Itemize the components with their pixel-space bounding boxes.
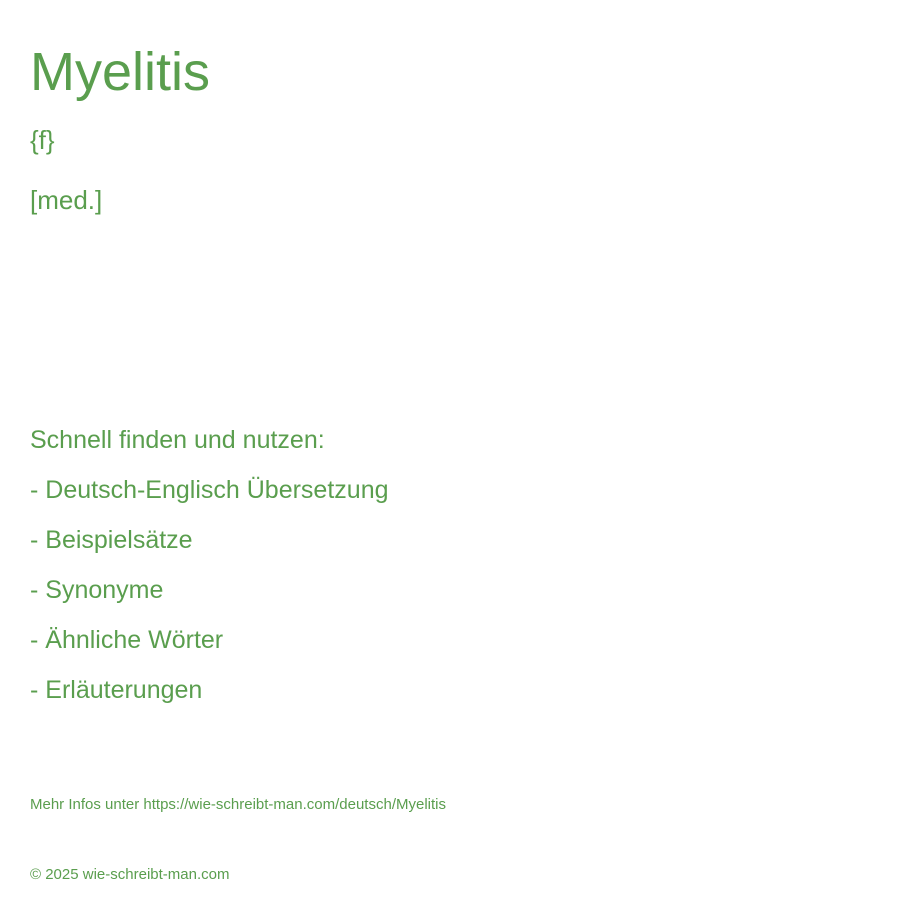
quick-link-example-sentences[interactable]: - Beispielsätze	[30, 526, 193, 554]
domain-label: [med.]	[30, 185, 103, 215]
copyright-notice: © 2025 wie-schreibt-man.com	[30, 866, 230, 883]
quick-link-explanations[interactable]: - Erläuterungen	[30, 676, 203, 704]
more-info-prefix: Mehr Infos unter	[30, 796, 144, 813]
quick-link-similar-words[interactable]: - Ähnliche Wörter	[30, 626, 224, 654]
quick-links-heading: Schnell finden und nutzen:	[30, 426, 325, 454]
page-title: Myelitis	[30, 42, 211, 102]
more-info-line	[30, 795, 446, 815]
more-info-link[interactable]: https://wie-schreibt-man.com/deutsch/Myelitis	[143, 796, 446, 813]
gender-label: {f}	[30, 125, 55, 155]
quick-links-section	[30, 425, 389, 725]
quick-link-translation[interactable]: - Deutsch-Englisch Übersetzung	[30, 476, 389, 504]
page-content	[30, 0, 870, 900]
quick-link-synonyms[interactable]: - Synonyme	[30, 576, 164, 604]
